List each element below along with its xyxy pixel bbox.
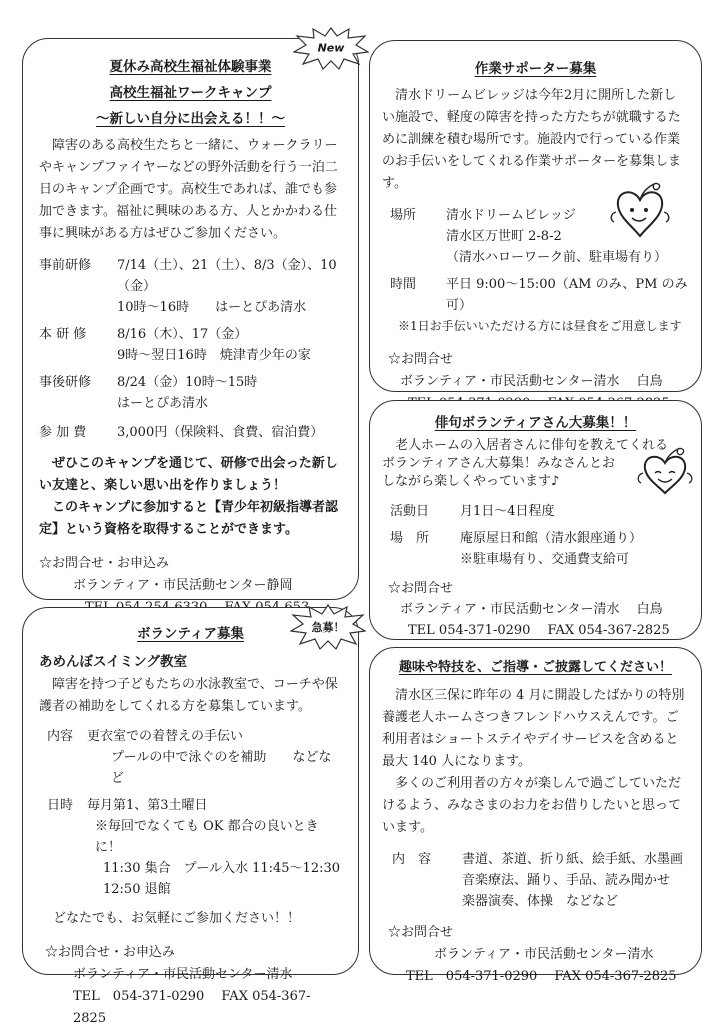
contact-org: ボランティア・市民活動センター静岡: [73, 578, 293, 593]
supporter-contact-heading: ☆お問合せ: [388, 352, 454, 367]
hobby-details: [382, 849, 689, 912]
hobby-content-3: 楽器演奏、体操 などなど: [462, 894, 619, 909]
pre-training-time: 10時～16時 はーとぴあ清水: [117, 300, 307, 315]
swim-date-exit: 12:50 退館: [103, 882, 171, 897]
heart-icon: [610, 182, 670, 240]
haiku-intro-2: ボランティアさん大募集！みなさんとお: [382, 456, 615, 471]
camp-closing-2: このキャンプに参加すると【青少年初級指導者認定】という資格を取得することができます。: [39, 500, 339, 537]
haiku-place-2: ※駐車場有り、交通費支給可: [460, 552, 630, 567]
supporter-place-label: 場所: [390, 208, 417, 223]
haiku-contact: [382, 578, 689, 641]
supporter-time-note: ※1日お手伝いいただける方には昼食をご用意します: [398, 319, 682, 333]
pre-training-dates: 7/14（土）、21（土）、8/3（金）、10（金）: [117, 258, 337, 294]
swim-contact-heading: ☆お問合せ・お申込み: [45, 945, 176, 960]
swim-title: ボランティア募集: [137, 626, 244, 642]
swim-subtitle: あめんぼスイミング教室: [39, 654, 187, 670]
hobby-content-label: 内 容: [392, 852, 432, 867]
supporter-intro: 清水ドリームビレッジは今年2月に開所した新しい施設で、軽度の障害を持った方たちが就職するために訓練を積む場所です。施設内で行っている作業のお手伝いをしてくれる作業サポーターを募集します。: [382, 88, 682, 191]
supporter-contact-org: ボランティア・市民活動センター清水 白鳥: [400, 374, 663, 389]
swim-box: [22, 607, 359, 1026]
main-training-dates: 8/16（木）、17（金）: [117, 327, 248, 342]
haiku-day-value: 月1日～4日程度: [460, 504, 555, 519]
hobby-intro-1: 清水区三保に昨年の 4 月に開設したばかりの特別養護老人ホームさつきフレンドハウスえんです。ご利用者はショートステイやデイサービスを含めると最大 140 人になります。: [382, 688, 685, 769]
haiku-box: [369, 400, 702, 640]
main-training-time: 9時～翌日16時 焼津青少年の家: [117, 348, 311, 363]
camp-tagline: ～新しい自分に出会える！！～: [96, 111, 285, 127]
supporter-time-label: 時間: [390, 277, 417, 292]
heart-mascot-illustration-small: [637, 447, 693, 497]
contact-heading: ☆お問合せ・お申込み: [39, 556, 170, 571]
hobby-box: [369, 647, 702, 984]
swim-contact-phone: TEL 054-371-0290 FAX 054-367-2825: [73, 989, 311, 1026]
post-training-label: 事後研修: [39, 375, 92, 390]
haiku-day-label: 活動日: [390, 504, 430, 519]
swim-content-label: 内容: [47, 729, 74, 744]
swim-contact: [39, 942, 342, 1030]
hobby-contact: [382, 922, 689, 988]
hobby-content-1: 書道、茶道、折り紙、絵手紙、水墨画: [462, 852, 684, 867]
swim-date-note: ※毎回でなくても OK 都合の良いときに！: [95, 819, 319, 855]
camp-title: 夏休み高校生福祉体験事業: [109, 59, 272, 75]
swim-details: [39, 726, 342, 900]
haiku-details: [382, 501, 689, 570]
heart-icon: [637, 447, 693, 497]
supporter-time-1: 平日 9:00～15:00（AM のみ、PM のみ可）: [446, 277, 688, 313]
post-training-place: はーとぴあ清水: [117, 396, 209, 411]
fee-value: 3,000円（保険料、食費、宿泊費）: [117, 425, 324, 440]
camp-box: [22, 38, 359, 600]
swim-intro: 障害を持つ子どもたちの水泳教室で、コーチや保護者の補助をしてくれる方を募集しています。: [39, 677, 338, 714]
hobby-contact-phone: TEL 054-371-0290 FAX 054-367-2825: [406, 969, 677, 984]
swim-date-1: 毎月第1、第3土曜日: [87, 798, 208, 813]
swim-date-label: 日時: [47, 798, 74, 813]
new-badge-label: New: [317, 41, 345, 55]
urgent-badge-label: 急募！: [311, 621, 345, 634]
camp-subtitle: 高校生福祉ワークキャンプ: [109, 85, 272, 101]
main-training-label: 本 研 修: [39, 327, 87, 342]
supporter-place-3: （清水ハローワーク前、駐車場有り）: [446, 250, 668, 265]
heart-mascot-illustration: [610, 182, 670, 240]
haiku-contact-org: ボランティア・市民活動センター清水 白鳥: [400, 602, 663, 617]
pre-training-label: 事前研修: [39, 258, 92, 273]
supporter-place-1: 清水ドリームビレッジ: [446, 208, 576, 223]
hobby-contact-heading: ☆お問合せ: [388, 925, 454, 940]
swim-contact-org: ボランティア・市民活動センター清水: [73, 967, 293, 982]
swim-date-time: 11:30 集合 プール入水 11:45～12:30: [103, 861, 341, 876]
haiku-title: 俳句ボランティアさん大募集！！: [434, 415, 637, 431]
haiku-intro-1: 老人ホームの入居者さんに俳句を教えてくれる: [395, 438, 669, 453]
haiku-contact-phone: TEL 054-371-0290 FAX 054-367-2825: [408, 623, 670, 638]
hobby-contact-org: ボランティア・市民活動センター清水: [434, 947, 654, 962]
swim-invite: どなたでも、お気軽にご参加ください！！: [53, 911, 301, 926]
haiku-place-1: 庵原屋日和館（清水銀座通り）: [460, 531, 643, 546]
post-training-date: 8/24（金）10時～15時: [117, 375, 258, 390]
swim-content-1: 更衣室での着替えの手伝い: [87, 729, 244, 744]
new-badge: [293, 26, 369, 70]
hobby-intro-2: 多くのご利用者の方々が楽しんで過ごしていただけるよう、みなさまのお力をお借りしたいと思っています。: [382, 776, 682, 835]
fee-label: 参 加 費: [39, 425, 87, 440]
urgent-badge: [290, 603, 366, 651]
supporter-title: 作業サポーター募集: [474, 61, 597, 77]
haiku-contact-heading: ☆お問合せ: [388, 581, 454, 596]
supporter-place-2: 清水区万世町 2-8-2: [446, 229, 562, 244]
camp-intro: 障害のある高校生たちと一緒に、ウォークラリーやキャンプファイヤーなどの野外活動を行う一泊二日のキャンプ企画です。高校生であれば、誰でも参加できます。福祉に興味のある方、人とかかわる仕事に興味がある方はぜひご参加ください。: [39, 138, 338, 241]
camp-closing-1: ぜひこのキャンプを通じて、研修で出会った新しい友達と、楽しい思い出を作りましょう！: [39, 456, 338, 493]
hobby-title: 趣味や特技を、ご指導・ご披露してください！: [398, 660, 672, 675]
haiku-intro-3: しながら楽しくやっています♪: [382, 474, 560, 489]
swim-content-2: プールの中で泳ぐのを補助 などなど: [111, 750, 332, 786]
camp-schedule: [39, 255, 342, 443]
hobby-content-2: 音楽療法、踊り、手品、読み聞かせ: [462, 873, 671, 888]
haiku-place-label: 場 所: [390, 531, 430, 546]
